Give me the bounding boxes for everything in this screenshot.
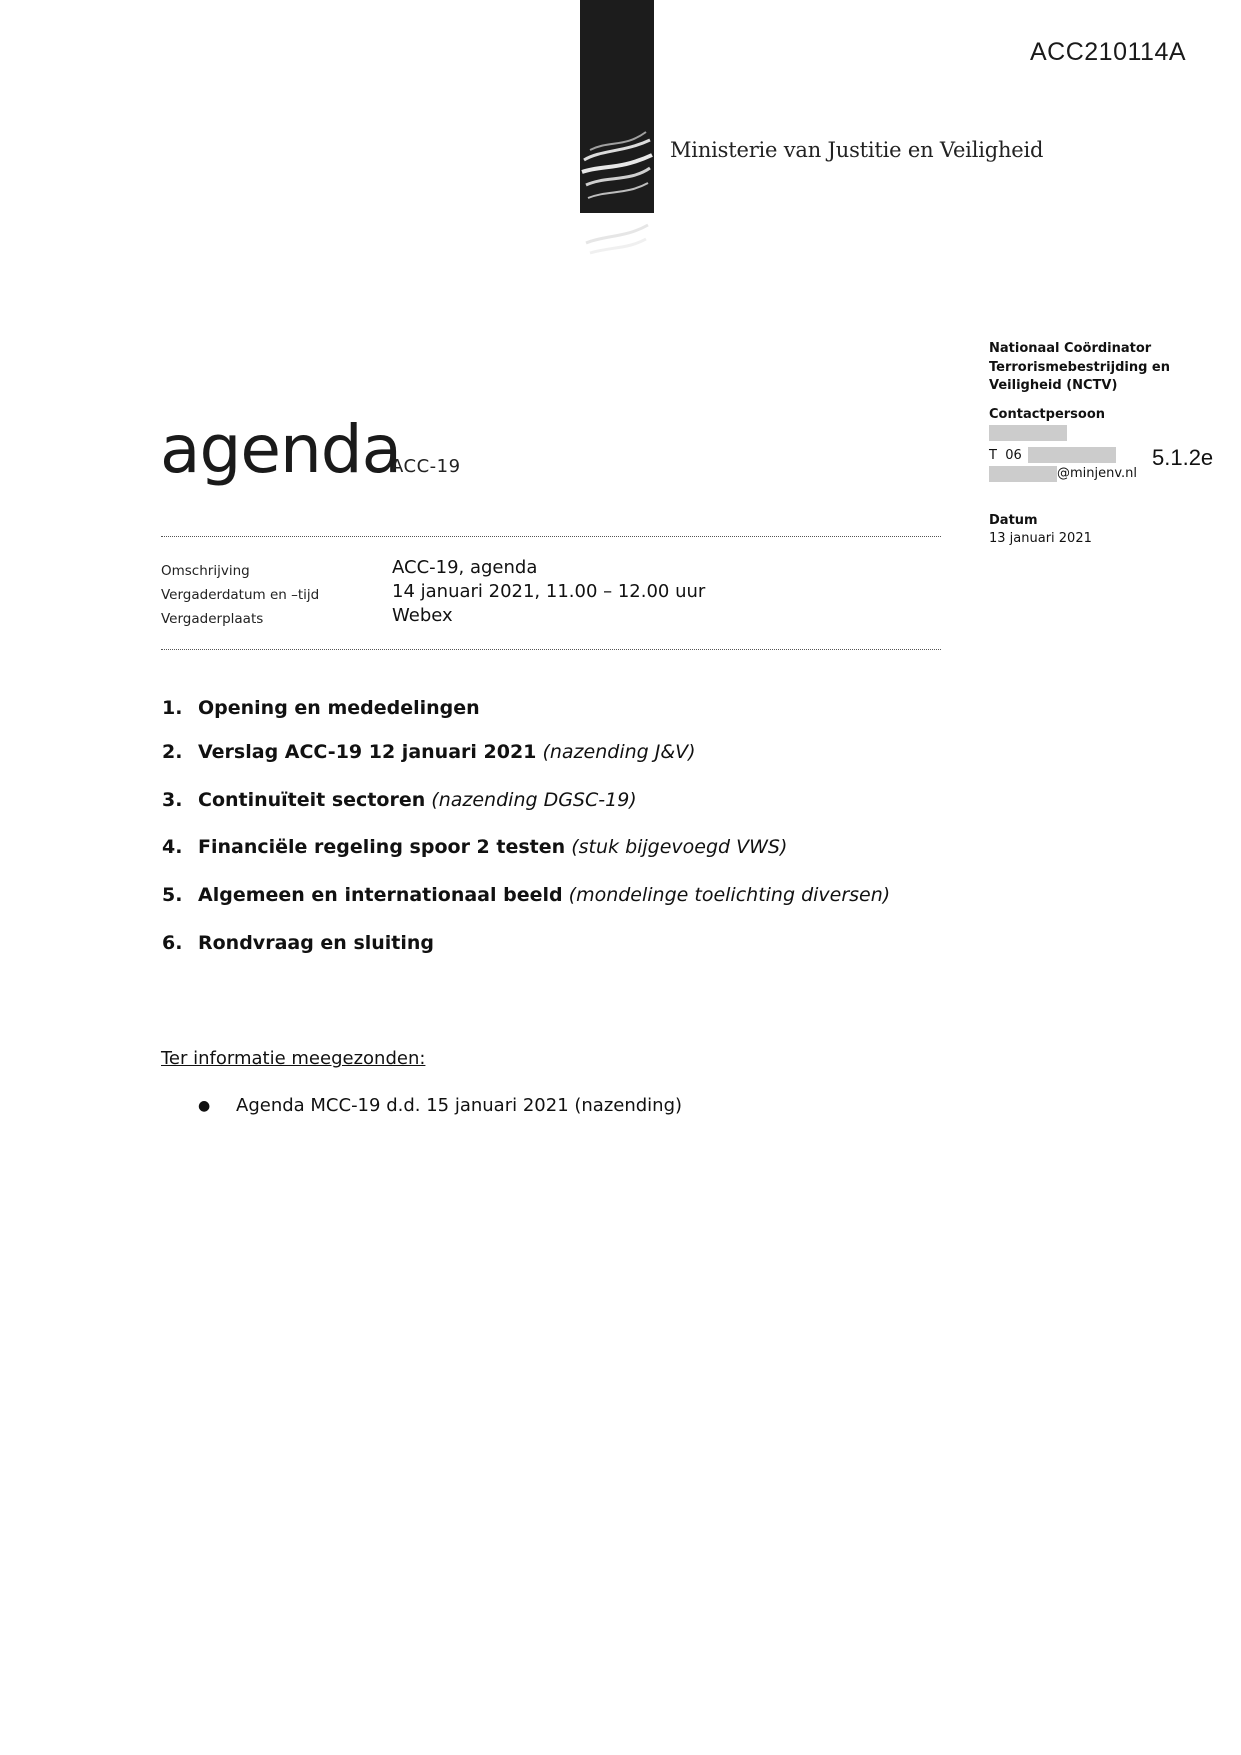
bullet-icon: ● [198,1098,211,1114]
date-value: 13 januari 2021 [989,531,1092,546]
meta-label: Omschrijving [161,563,250,579]
meta-label: Vergaderplaats [161,611,264,627]
divider [161,649,941,650]
info-list-item: ● Agenda MCC-19 d.d. 15 januari 2021 (nazending) [198,1095,683,1116]
sidebar-org-line: Veiligheid (NCTV) [989,378,1118,393]
email-suffix: @minjenv.nl [1057,466,1138,481]
logo-reflection [580,213,654,258]
agenda-item: 6. Rondvraag en sluiting [162,932,435,954]
meta-value: ACC-19, agenda [392,557,538,578]
agenda-item: 5. Algemeen en internationaal beeld (mondelinge toelichting diversen) [162,884,891,906]
ministry-name: Ministerie van Justitie en Veiligheid [670,138,1044,162]
meta-value: 14 januari 2021, 11.00 – 12.00 uur [392,581,706,602]
agenda-item: 1. Opening en mededelingen [162,697,480,719]
redacted-email [989,466,1057,482]
date-label: Datum [989,512,1038,528]
document-id: ACC210114A [1030,38,1187,66]
redacted-name [989,425,1067,441]
agenda-item: 3. Continuïteit sectoren (nazending DGSC-19) [162,789,637,811]
page-subtitle: ACC-19 [391,456,461,477]
redacted-phone [1028,447,1116,463]
divider [161,536,941,537]
sidebar-org-line: Terrorismebestrijding en [989,359,1170,375]
page-title: agenda [160,411,402,488]
info-heading: Ter informatie meegezonden: [161,1048,426,1069]
contact-label: Contactpersoon [989,406,1106,422]
phone-prefix: T 06 [989,447,1022,463]
sidebar-org-line: Nationaal Coördinator [989,341,1152,356]
agenda-item: 4. Financiële regeling spoor 2 testen (stuk bijgevoegd VWS) [162,836,788,858]
exemption-code: 5.1.2e [1152,445,1214,470]
meta-label: Vergaderdatum en –tijd [161,587,320,603]
meta-value: Webex [392,605,453,626]
agenda-item: 2. Verslag ACC-19 12 januari 2021 (nazending J&V) [162,741,696,763]
ministry-logo-icon [580,0,654,213]
